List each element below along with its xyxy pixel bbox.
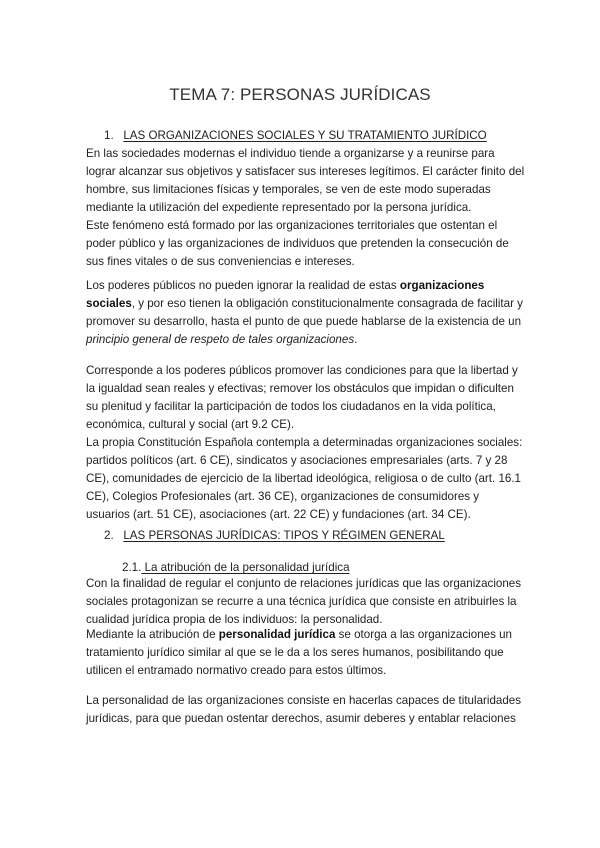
text-line [86, 626, 556, 644]
text-line: promover su desarrollo, hasta el punto de que puede hablarse de la existencia de un [86, 315, 522, 328]
text-line: En las sociedades modernas el individuo tiende a organizarse y a reunirse para [86, 147, 495, 160]
text-line: La personalidad de las organizaciones consiste en hacerlas capaces de titularidades [86, 694, 522, 707]
text-run: se otorga a las organizaciones un [335, 628, 513, 641]
text-line: poder público y las organizaciones de individuos que pretenden la consecución de [86, 237, 509, 250]
text-line: mediante la utilización del expediente representado por la persona jurídica. [86, 201, 472, 214]
text-line: Corresponde a los poderes públicos promover las condiciones para que la libertad y [86, 364, 518, 377]
text-run: Los poderes públicos no pueden ignorar la realidad de estas [86, 279, 400, 292]
section-1-heading [104, 127, 487, 145]
text-line: cualidad jurídica propia de los individuos: la personalidad. [86, 613, 383, 626]
bold-term: organizaciones [399, 279, 485, 292]
text-line: lograr alcanzar sus objetivos y satisfacer sus intereses legítimos. El carácter finito del [86, 165, 525, 178]
text-line: tratamiento jurídico similar al que se le da a los seres humanos, posibilitando que [86, 646, 504, 659]
text-line: hombre, sus limitaciones físicas y temporales, se ven de este modo superadas [86, 183, 491, 196]
text-line: Este fenómeno está formado por las organizaciones territoriales que ostentan el [86, 219, 498, 232]
text-line: utilicen el entramado normativo creado para estos últimos. [86, 664, 387, 677]
italic-phrase: principio general de respeto de tales organizaciones [86, 333, 355, 346]
text-line: usuarios (art. 51 CE), asociaciones (art. 22 CE) y fundaciones (art. 34 CE). [86, 508, 471, 521]
text-run: , y por eso tienen la obligación constitucionalmente consagrada de facilitar y [131, 297, 523, 310]
text-line: La propia Constitución Española contempla a determinadas organizaciones sociales: [86, 436, 523, 449]
text-line [86, 277, 556, 295]
section-2-title: LAS PERSONAS JURÍDICAS: TIPOS Y RÉGIMEN GENERAL [123, 529, 445, 542]
section-2-paragraph-2 [86, 626, 556, 680]
text-line: económica, cultural y social (art 9.2 CE). [86, 418, 295, 431]
text-line [86, 295, 556, 313]
section-1-paragraph-2 [86, 277, 556, 349]
text-line [86, 331, 556, 349]
section-1-number: 1. [104, 129, 114, 142]
section-2-paragraph-1 [86, 575, 556, 629]
subsection-2-1-number: 2.1. [122, 561, 142, 574]
bold-term: personalidad jurídica [218, 628, 336, 641]
text-line: Con la finalidad de regular el conjunto de relaciones jurídicas que las organizaciones [86, 577, 522, 590]
section-1-paragraph-1 [86, 145, 556, 271]
text-line: CE), Colegios Profesionales (art. 36 CE), organizaciones de consumidores y [86, 490, 480, 503]
section-1-paragraph-3 [86, 362, 556, 524]
section-2-heading [104, 527, 445, 545]
section-1-title: LAS ORGANIZACIONES SOCIALES Y SU TRATAMIENTO JURÍDICO [123, 129, 487, 142]
text-line: sociales protagonizan se recurre a una técnica jurídica que consiste en atribuirles la [86, 595, 517, 608]
text-line: CE), comunidades de ejercicio de la libertad ideológica, religiosa o de culto (art. 16.1 [86, 472, 522, 485]
text-run: . [354, 333, 358, 346]
page-title: TEMA 7: PERSONAS JURÍDICAS [169, 85, 431, 104]
text-line: partidos políticos (art. 6 CE), sindicatos y asociaciones empresariales (arts. 7 y 28 [86, 454, 508, 467]
text-line: su plenitud y facilitar la participación de todos los ciudadanos en la vida política, [86, 400, 496, 413]
text-line: la igualdad sean reales y efectivas; remover los obstáculos que impidan o dificulten [86, 382, 514, 395]
section-2-number: 2. [104, 529, 114, 542]
text-line: sus fines vitales o de sus conveniencias e intereses. [86, 255, 355, 268]
subsection-2-1-title: La atribución de la personalidad jurídica [141, 561, 350, 574]
section-2-paragraph-3 [86, 692, 556, 728]
text-line: jurídicas, para que puedan ostentar derechos, asumir deberes y entablar relaciones [86, 712, 516, 725]
bold-term: sociales [86, 297, 132, 310]
text-run: Mediante la atribución de [86, 628, 219, 641]
